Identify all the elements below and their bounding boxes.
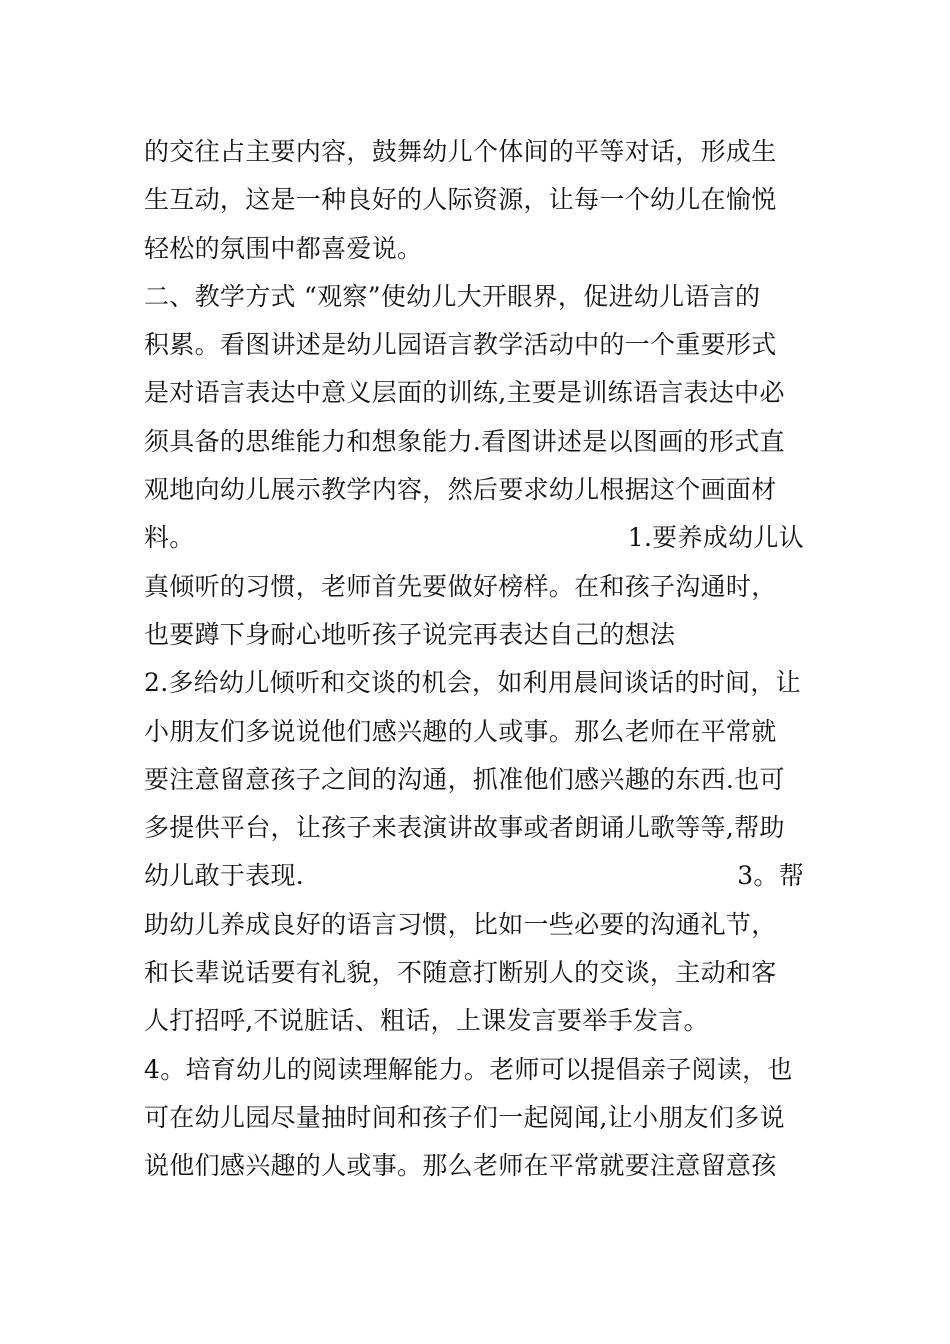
text-line: 须具备的思维能力和想象能力.看图讲述是以图画的形式直 xyxy=(144,426,785,456)
text-line: 4。培育幼儿的阅读理解能力。老师可以提倡亲子阅读，也 xyxy=(144,1054,793,1084)
text-line: 助幼儿养成良好的语言习惯，比如一些必要的沟通礼节， xyxy=(144,909,777,939)
text-line: 观地向幼儿展示教学内容，然后要求幼儿根据这个画面材 xyxy=(144,475,777,505)
text-line: 小朋友们多说说他们感兴趣的人或事。那么老师在平常就 xyxy=(144,716,777,746)
text-line: 二、教学方式 “观察”使幼儿大开眼界，促进幼儿语言的 xyxy=(144,281,761,311)
text-line: 的交往占主要内容，鼓舞幼儿个体间的平等对话，形成生 xyxy=(144,137,777,166)
text-line: 人打招呼,不说脏话、粗话，上课发言要举手发言。 xyxy=(144,1006,709,1036)
text-line: 轻松的氛围中都喜爱说。 xyxy=(144,233,423,263)
text-fragment-right: 1.要养成幼儿认 xyxy=(627,523,804,553)
text-line: 说他们感兴趣的人或事。那么老师在平常就要注意留意孩 xyxy=(144,1151,777,1181)
text-line: 是对语言表达中意义层面的训练,主要是训练语言表达中必 xyxy=(144,378,785,408)
text-line: 要注意留意孩子之间的沟通，抓准他们感兴趣的东西.也可 xyxy=(144,764,785,794)
text-line-split xyxy=(144,852,804,900)
text-line: 和长辈说话要有礼貌，不随意打断别人的交谈，主动和客 xyxy=(144,958,777,988)
text-line: 生互动，这是一种良好的人际资源，让每一个幼儿在愉悦 xyxy=(144,185,777,215)
text-line-split xyxy=(144,514,804,562)
document-body xyxy=(144,128,814,1191)
text-fragment-right: 3。帮 xyxy=(737,861,804,891)
text-fragment-left: 幼儿敢于表现. xyxy=(144,861,305,891)
text-line: 也要蹲下身耐心地听孩子说完再表达自己的想法 xyxy=(144,619,676,649)
text-line: 真倾听的习惯，老师首先要做好榜样。在和孩子沟通时， xyxy=(144,571,777,601)
text-line: 2.多给幼儿倾听和交谈的机会，如利用晨间谈话的时间，让 xyxy=(144,668,801,698)
text-line: 多提供平台，让孩子来表演讲故事或者朗诵儿歌等等,帮助 xyxy=(144,813,785,843)
text-line: 积累。看图讲述是幼儿园语言教学活动中的一个重要形式 xyxy=(144,330,777,360)
text-line: 可在幼儿园尽量抽时间和孩子们一起阅闻,让小朋友们多说 xyxy=(144,1102,785,1132)
text-fragment-left: 料。 xyxy=(144,523,195,553)
